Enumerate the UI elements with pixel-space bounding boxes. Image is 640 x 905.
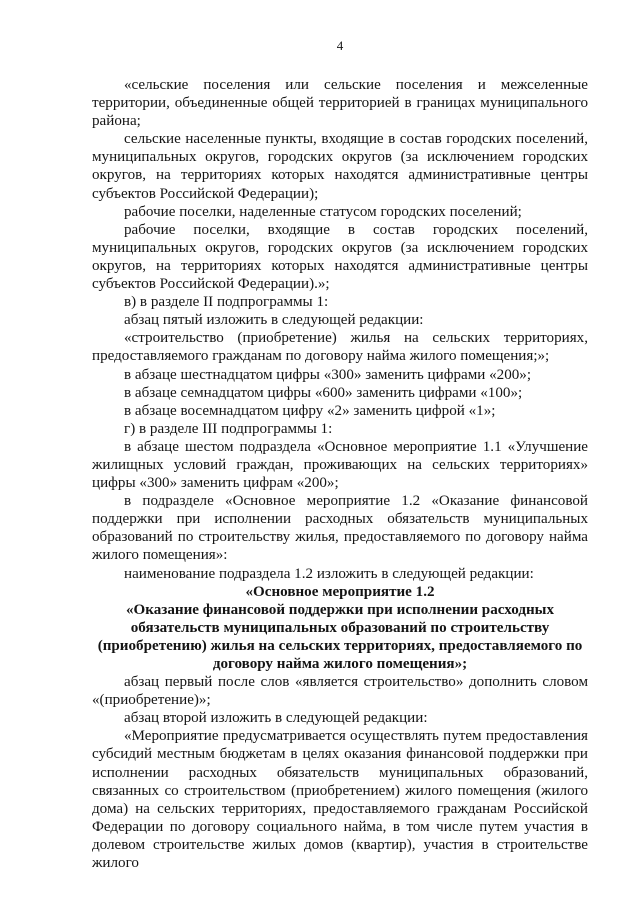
paragraph: в) в разделе II подпрограммы 1: — [124, 294, 329, 311]
paragraph: г) в разделе III подпрограммы 1: — [124, 420, 333, 437]
section-heading-line: «Оказание финансовой поддержки при исполнении расходных обязательств муниципальных образований по строительству (приобретению) жилья на сельских территориях, предоставляемого по договору найма жилого помещения»; — [97, 601, 583, 672]
paragraph: абзац пятый изложить в следующей редакции: — [124, 312, 424, 329]
paragraph: в абзаце шестом подраздела «Основное мероприятие 1.1 «Улучшение жилищных условий граждан, проживающих на сельских территориях» цифры «300» заменить цифрам «200»; — [92, 438, 588, 492]
paragraph: «Мероприятие предусматривается осуществлять путем предоставления субсидий местным бюджетам в целях оказания финансовой поддержки при исполнении расходных обязательств муниципальных образований, связанных со строительством (приобретением) жилого помещения (жилого дома) на сельских территориях, предоставляемого гражданам Российской Федерации по договору социального найма, в том числе путем участия в долевом строительстве жилых домов (квартир), участия в строительстве жилого — [92, 728, 588, 872]
paragraph: наименование подраздела 1.2 изложить в следующей редакции: — [124, 565, 534, 582]
paragraph: сельские населенные пункты, входящие в состав городских поселений, муниципальных округов, городских округов (за исключением городских округов, на территориях которых находятся административные центры субъектов Российской Федерации); — [92, 131, 588, 202]
paragraph: абзац первый после слов «является строительство» дополнить словом «(приобретение)»; — [92, 674, 588, 709]
paragraph: «сельские поселения или сельские поселения и межселенные территории, объединенные общей территорией в границах муниципального района; — [92, 77, 588, 130]
paragraph: «строительство (приобретение) жилья на сельских территориях, предоставляемого гражданам по договору найма жилого помещения;»; — [92, 330, 588, 365]
paragraph: в абзаце восемнадцатом цифру «2» заменить цифрой «1»; — [124, 402, 496, 419]
section-heading — [92, 583, 588, 673]
paragraph: в абзаце семнадцатом цифры «600» заменить цифрами «100»; — [124, 384, 523, 401]
paragraph: в абзаце шестнадцатом цифры «300» заменить цифрами «200»; — [124, 366, 532, 383]
paragraph: в подразделе «Основное мероприятие 1.2 «Оказание финансовой поддержки при исполнении расходных обязательств муниципальных образований по строительству жилья, предоставляемого по договору найма жилого помещения»: — [92, 493, 588, 564]
page-number: 4 — [336, 38, 344, 53]
section-heading-line: «Основное мероприятие 1.2 — [245, 583, 435, 600]
document-body — [92, 76, 588, 872]
paragraph: абзац второй изложить в следующей редакции: — [124, 710, 428, 727]
paragraph: рабочие поселки, наделенные статусом городских поселений; — [124, 203, 522, 220]
paragraph: рабочие поселки, входящие в состав городских поселений, муниципальных округов, городских округов (за исключением городских округов, на территориях которых находятся административные центры субъектов Российской Федерации).»; — [92, 221, 588, 293]
